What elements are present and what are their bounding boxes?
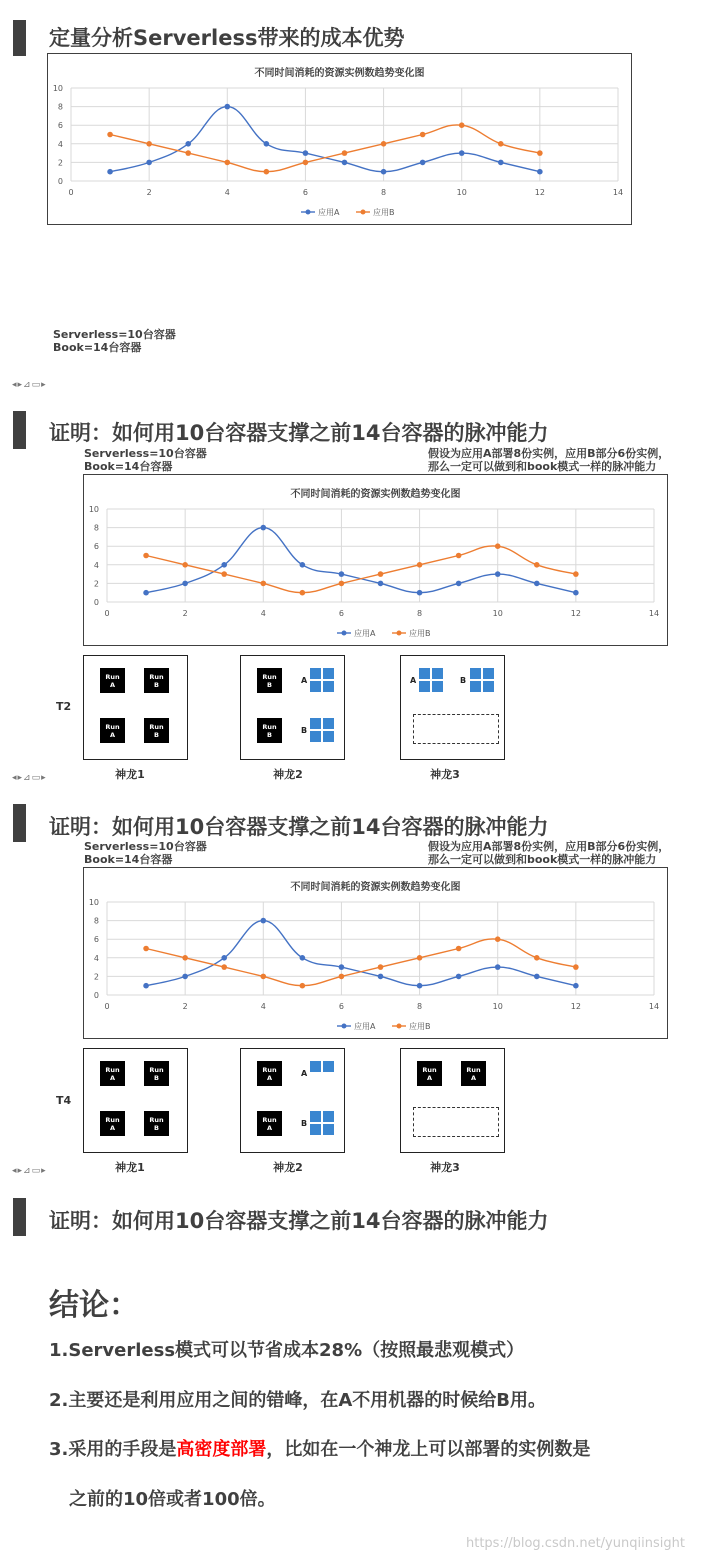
run-block: Run A <box>100 1061 125 1086</box>
legend-marker <box>342 631 347 636</box>
run-block: Run A <box>100 718 125 743</box>
data-point <box>456 581 462 587</box>
slide-nav-icons[interactable]: ◂▸⊿▭▸ <box>12 1166 47 1176</box>
section-title: 证明：如何用10台容器支撑之前14台容器的脉冲能力 <box>49 421 549 445</box>
data-point <box>573 590 579 596</box>
conclusion-item-1: 1.Serverless模式可以节省成本28%（按照最悲观模式） <box>49 1340 525 1361</box>
data-point <box>381 169 387 175</box>
chart-title: 不同时间消耗的资源实例数趋势变化图 <box>254 68 425 79</box>
panel-caption: 神龙1 <box>115 1161 145 1174</box>
chart-title: 不同时间消耗的资源实例数趋势变化图 <box>290 882 461 893</box>
data-point <box>573 964 579 970</box>
container-icon-group <box>310 1061 334 1072</box>
run-block: Run A <box>257 1111 282 1136</box>
data-point <box>260 918 266 924</box>
data-point <box>456 553 462 559</box>
legend-marker <box>306 210 311 215</box>
data-point <box>221 964 227 970</box>
x-tick-label: 14 <box>648 1002 660 1011</box>
panel-caption: 神龙3 <box>430 1161 460 1174</box>
panel-caption: 神龙3 <box>430 768 460 781</box>
run-block: Run B <box>144 718 169 743</box>
x-tick-label: 0 <box>68 188 74 197</box>
data-point <box>495 936 501 942</box>
data-point <box>182 974 188 980</box>
panel-caption: 神龙1 <box>115 768 145 781</box>
x-tick-label: 0 <box>104 1002 110 1011</box>
assumption-line-1: 假设为应用A部署8份实例，应用B部分6份实例， <box>428 840 670 853</box>
y-tick-label: 6 <box>93 542 99 552</box>
data-point <box>224 160 230 166</box>
server-panel-1 <box>83 655 188 760</box>
data-point <box>417 955 423 961</box>
server-panel-2 <box>240 655 345 760</box>
data-point <box>107 132 113 138</box>
server-panel-3 <box>400 655 505 760</box>
panel-caption: 神龙2 <box>273 768 303 781</box>
data-point <box>573 983 579 989</box>
data-point <box>260 525 266 531</box>
run-block: Run B <box>144 668 169 693</box>
data-point <box>339 964 345 970</box>
x-tick-label: 12 <box>534 188 545 197</box>
data-point <box>182 955 188 961</box>
app-label: A <box>301 1069 308 1078</box>
x-tick-label: 6 <box>302 188 308 197</box>
chart-frame <box>83 474 668 646</box>
app-label: B <box>460 676 467 685</box>
slide-nav-icons[interactable]: ◂▸⊿▭▸ <box>12 380 47 390</box>
y-tick-label: 8 <box>57 102 63 112</box>
y-tick-label: 8 <box>93 916 99 926</box>
conclusion-item-2: 2.主要还是利用应用之间的错峰，在A不用机器的时候给B用。 <box>49 1390 547 1411</box>
app-label: A <box>410 676 417 685</box>
legend-entry: 应用A <box>354 1022 376 1031</box>
data-point <box>420 160 426 166</box>
container-icon-group <box>310 668 334 692</box>
empty-slot <box>413 714 499 744</box>
empty-slot <box>413 1107 499 1137</box>
legend-entry: 应用B <box>409 629 431 638</box>
data-point <box>300 562 306 568</box>
y-tick-label: 10 <box>88 898 99 907</box>
server-panel-2 <box>240 1048 345 1153</box>
x-tick-label: 4 <box>260 1002 266 1011</box>
x-tick-label: 6 <box>338 1002 344 1011</box>
assumption-line-2: 那么一定可以做到和book模式一样的脉冲能力 <box>428 460 657 473</box>
x-tick-label: 8 <box>417 609 423 618</box>
series-line <box>146 546 576 593</box>
data-point <box>339 974 345 980</box>
data-point <box>221 562 227 568</box>
run-block: Run B <box>257 718 282 743</box>
section-marker <box>13 804 26 842</box>
serverless-note: Serverless=10台容器 <box>84 840 207 853</box>
y-tick-label: 10 <box>88 505 99 514</box>
data-point <box>495 964 501 970</box>
legend-entry: 应用B <box>409 1022 431 1031</box>
series-line <box>110 125 540 172</box>
x-tick-label: 2 <box>182 1002 188 1011</box>
serverless-note: Serverless=10台容器 <box>84 447 207 460</box>
data-point <box>378 581 384 587</box>
data-point <box>303 160 309 166</box>
data-point <box>342 160 348 166</box>
legend-entry: 应用A <box>318 208 340 217</box>
x-tick-label: 2 <box>182 609 188 618</box>
app-label: B <box>301 726 308 735</box>
section-title: 证明：如何用10台容器支撑之前14台容器的脉冲能力 <box>49 1209 549 1233</box>
data-point <box>300 983 306 989</box>
watermark: https://blog.csdn.net/yunqiinsight <box>466 1536 685 1551</box>
data-point <box>378 974 384 980</box>
y-tick-label: 6 <box>93 935 99 945</box>
y-tick-label: 0 <box>93 598 99 607</box>
trend-chart <box>84 475 667 645</box>
data-point <box>537 150 543 156</box>
data-point <box>378 964 384 970</box>
data-point <box>300 955 306 961</box>
data-point <box>534 974 540 980</box>
section-marker <box>13 1198 26 1236</box>
y-tick-label: 4 <box>57 139 63 149</box>
data-point <box>185 141 191 147</box>
slide-nav-icons[interactable]: ◂▸⊿▭▸ <box>12 773 47 783</box>
data-point <box>342 150 348 156</box>
assumption-line-1: 假设为应用A部署8份实例，应用B部分6份实例， <box>428 447 670 460</box>
x-tick-label: 8 <box>417 1002 423 1011</box>
trend-chart <box>48 54 631 224</box>
time-tag: T4 <box>56 1094 72 1107</box>
section-title: 证明：如何用10台容器支撑之前14台容器的脉冲能力 <box>49 815 549 839</box>
data-point <box>534 562 540 568</box>
container-icon-group <box>470 668 494 692</box>
y-tick-label: 8 <box>93 523 99 533</box>
data-point <box>146 141 152 147</box>
data-point <box>260 974 266 980</box>
data-point <box>221 571 227 577</box>
app-label: B <box>301 1119 308 1128</box>
chart-frame <box>83 867 668 1039</box>
y-tick-label: 0 <box>93 991 99 1000</box>
book-note: Book=14台容器 <box>53 341 142 354</box>
data-point <box>417 983 423 989</box>
y-tick-label: 4 <box>93 953 99 963</box>
data-point <box>264 141 270 147</box>
data-point <box>300 590 306 596</box>
x-tick-label: 12 <box>570 1002 581 1011</box>
data-point <box>264 169 270 175</box>
app-label: A <box>301 676 308 685</box>
x-tick-label: 10 <box>492 1002 503 1011</box>
data-point <box>456 974 462 980</box>
run-block: Run A <box>417 1061 442 1086</box>
conclusion-heading: 结论： <box>49 1288 139 1323</box>
data-point <box>537 169 543 175</box>
legend-marker <box>397 631 402 636</box>
data-point <box>107 169 113 175</box>
run-block: Run A <box>100 668 125 693</box>
x-tick-label: 14 <box>648 609 660 618</box>
data-point <box>381 141 387 147</box>
chart-title: 不同时间消耗的资源实例数趋势变化图 <box>290 489 461 500</box>
data-point <box>573 571 579 577</box>
run-block: Run B <box>144 1111 169 1136</box>
y-tick-label: 6 <box>57 121 63 131</box>
run-block: Run B <box>144 1061 169 1086</box>
legend-entry: 应用B <box>373 208 395 217</box>
chart-frame <box>47 53 632 225</box>
container-icon-group <box>310 718 334 742</box>
data-point <box>495 543 501 549</box>
serverless-note: Serverless=10台容器 <box>53 328 176 341</box>
data-point <box>378 571 384 577</box>
legend-marker <box>397 1024 402 1029</box>
data-point <box>417 562 423 568</box>
data-point <box>420 132 426 138</box>
x-tick-label: 8 <box>381 188 387 197</box>
container-icon-group <box>310 1111 334 1135</box>
server-panel-3 <box>400 1048 505 1153</box>
run-block: Run B <box>257 668 282 693</box>
data-point <box>456 946 462 952</box>
data-point <box>146 160 152 166</box>
run-block: Run A <box>100 1111 125 1136</box>
data-point <box>303 150 309 156</box>
data-point <box>143 590 149 596</box>
data-point <box>224 104 230 110</box>
section-marker <box>13 20 26 56</box>
legend-entry: 应用A <box>354 629 376 638</box>
x-tick-label: 6 <box>338 609 344 618</box>
server-panel-1 <box>83 1048 188 1153</box>
data-point <box>339 571 345 577</box>
book-note: Book=14台容器 <box>84 460 173 473</box>
x-tick-label: 12 <box>570 609 581 618</box>
data-point <box>182 562 188 568</box>
container-icon-group <box>419 668 443 692</box>
conclusion-item-3-post: ，比如在一个神龙上可以部署的实例数是 <box>266 1439 591 1460</box>
data-point <box>143 946 149 952</box>
x-tick-label: 10 <box>456 188 467 197</box>
conclusion-item-3 <box>49 1435 590 1461</box>
data-point <box>417 590 423 596</box>
series-line <box>146 939 576 986</box>
data-point <box>459 122 465 128</box>
data-point <box>459 150 465 156</box>
data-point <box>143 983 149 989</box>
data-point <box>143 553 149 559</box>
run-block: Run A <box>257 1061 282 1086</box>
x-tick-label: 10 <box>492 609 503 618</box>
y-tick-label: 2 <box>93 972 99 982</box>
data-point <box>182 581 188 587</box>
legend-marker <box>361 210 366 215</box>
data-point <box>498 141 504 147</box>
y-tick-label: 2 <box>57 158 63 168</box>
conclusion-item-3-pre: 3.采用的手段是 <box>49 1439 177 1460</box>
run-block: Run A <box>461 1061 486 1086</box>
panel-caption: 神龙2 <box>273 1161 303 1174</box>
data-point <box>498 160 504 166</box>
data-point <box>495 571 501 577</box>
section-marker <box>13 411 26 449</box>
conclusion-item-3-line-2: 之前的10倍或者100倍。 <box>69 1489 276 1510</box>
data-point <box>221 955 227 961</box>
highlight-text: 高密度部署 <box>176 1439 267 1460</box>
book-note: Book=14台容器 <box>84 853 173 866</box>
data-point <box>339 581 345 587</box>
y-tick-label: 0 <box>57 177 63 186</box>
x-tick-label: 2 <box>146 188 152 197</box>
trend-chart <box>84 868 667 1038</box>
section-title: 定量分析Serverless带来的成本优势 <box>49 26 405 50</box>
assumption-line-2: 那么一定可以做到和book模式一样的脉冲能力 <box>428 853 657 866</box>
x-tick-label: 4 <box>260 609 266 618</box>
time-tag: T2 <box>56 700 72 713</box>
y-tick-label: 2 <box>93 579 99 589</box>
data-point <box>534 955 540 961</box>
legend-marker <box>342 1024 347 1029</box>
x-tick-label: 14 <box>612 188 624 197</box>
x-tick-label: 0 <box>104 609 110 618</box>
y-tick-label: 10 <box>52 84 63 93</box>
data-point <box>534 581 540 587</box>
data-point <box>185 150 191 156</box>
x-tick-label: 4 <box>224 188 230 197</box>
y-tick-label: 4 <box>93 560 99 570</box>
data-point <box>260 581 266 587</box>
